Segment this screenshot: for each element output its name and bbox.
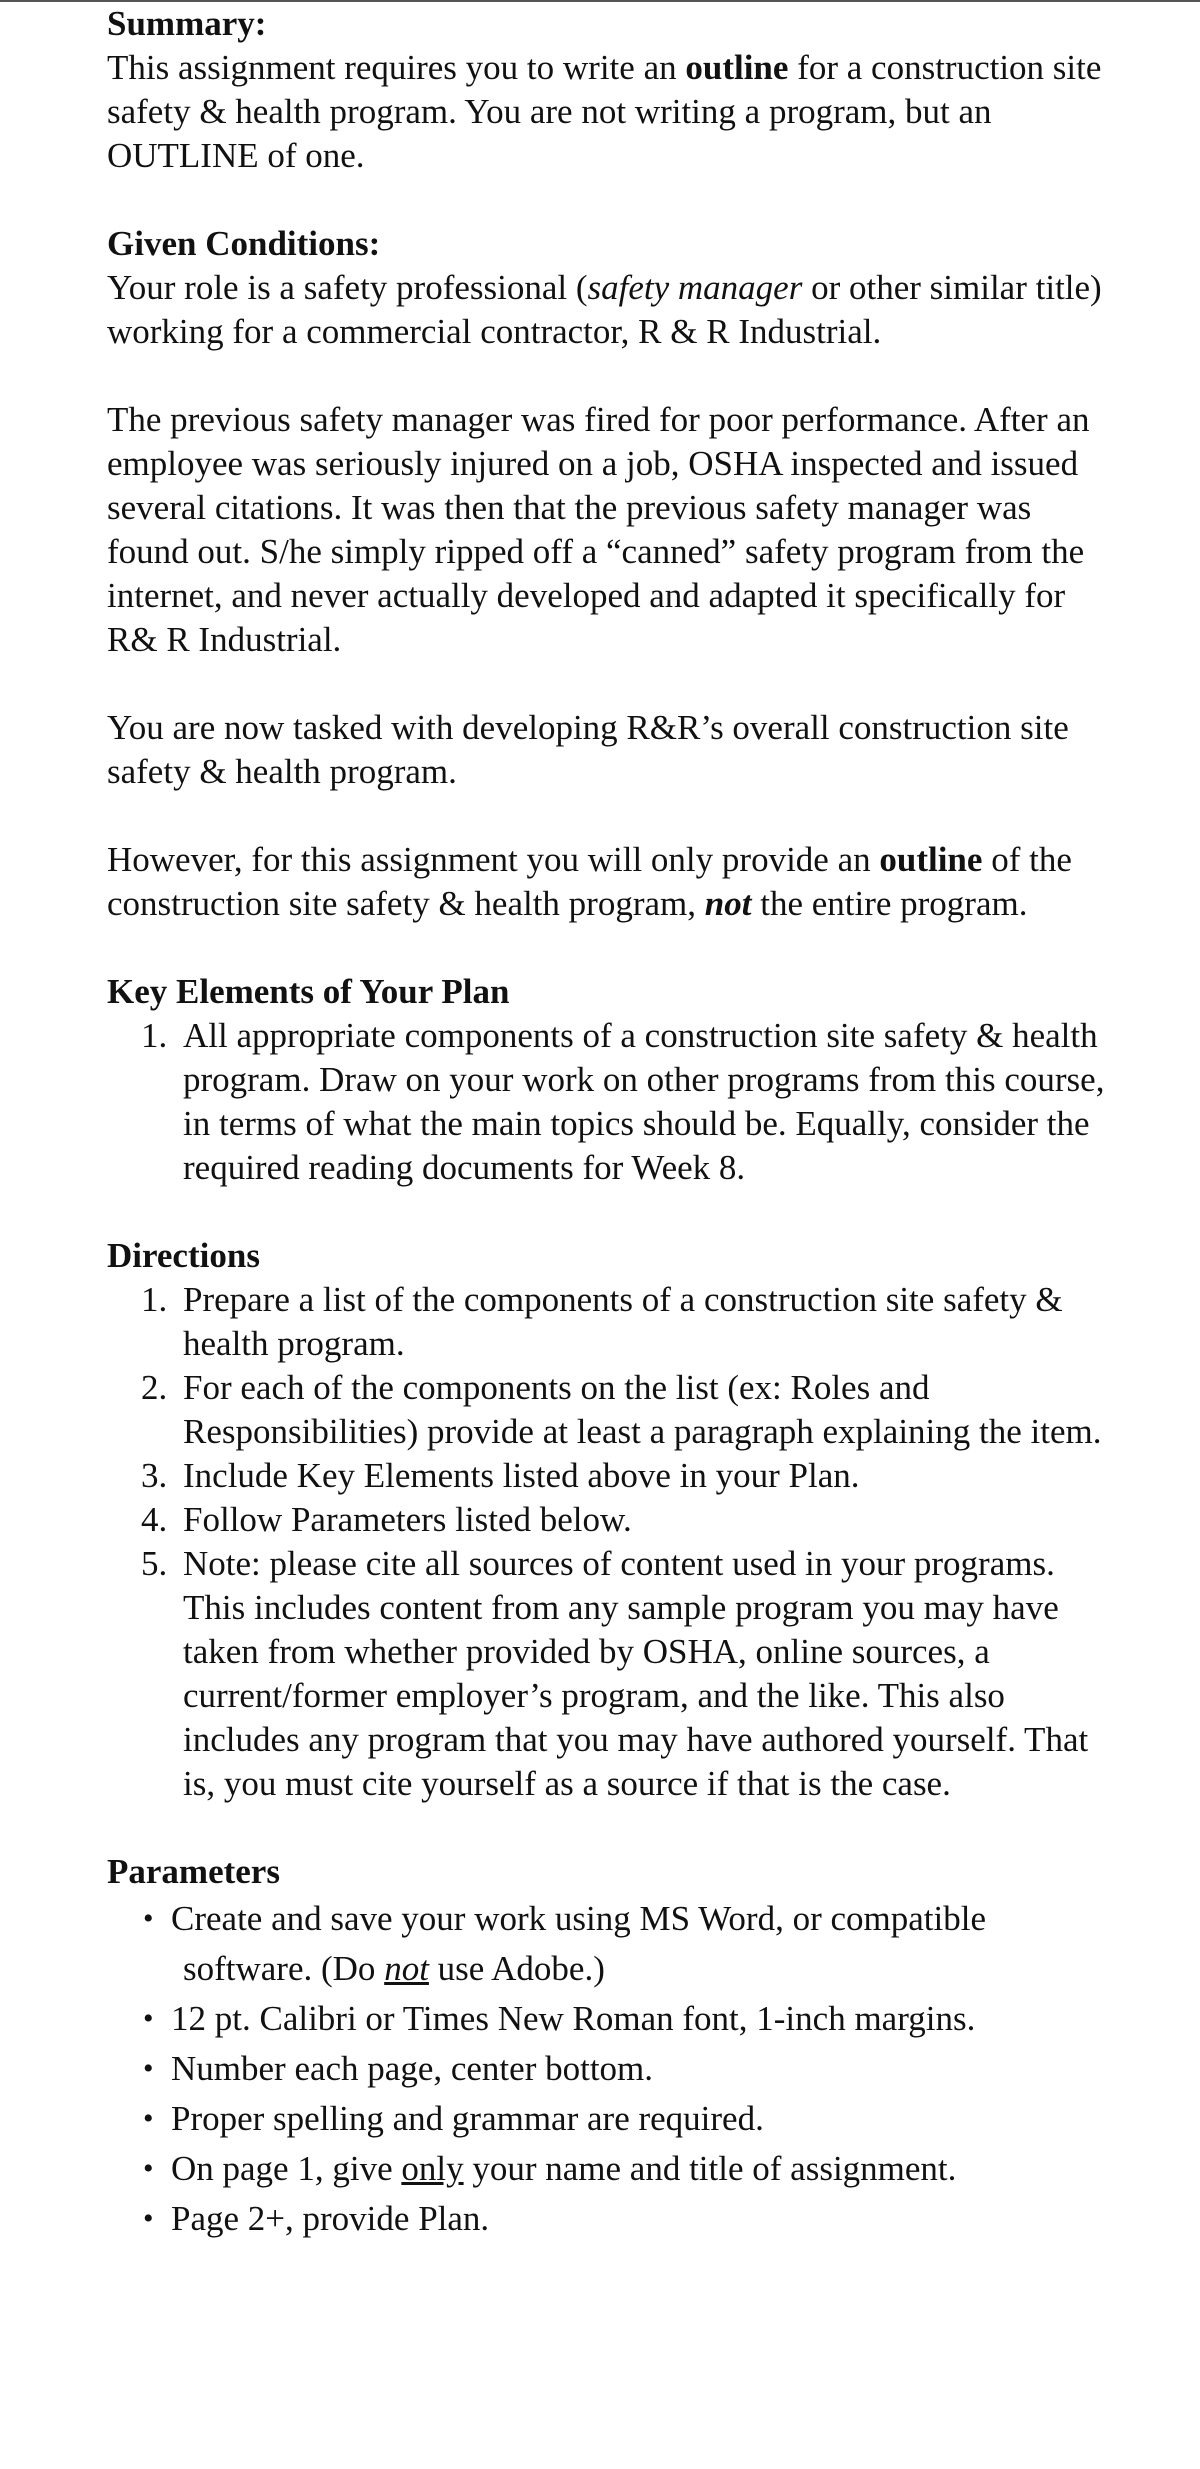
directions-list <box>107 1278 1107 1806</box>
list-item-continuation <box>171 1944 1107 1994</box>
spacer <box>107 178 1107 222</box>
summary-text-part: for a construction site safety & health program. You are not writing a program, but an OUTLINE of one. <box>107 48 1102 175</box>
list-item-text: Proper spelling and grammar are required. <box>171 2099 764 2138</box>
spacer <box>107 662 1107 706</box>
summary-text-bold: outline <box>685 48 789 87</box>
list-item-number: 1. <box>141 1280 168 1319</box>
spacer <box>107 354 1107 398</box>
list-item <box>107 2144 1107 2194</box>
list-item-text: For each of the components on the list (ex: Roles and Responsibilities) provide at least a paragraph explaining the item. <box>183 1368 1102 1451</box>
list-item-text: Include Key Elements listed above in your Plan. <box>183 1456 860 1495</box>
list-item <box>107 1498 1107 1542</box>
spacer <box>107 794 1107 838</box>
outline-only-paragraph <box>107 838 1107 926</box>
task-paragraph: You are now tasked with developing R&R’s overall construction site safety & health program. <box>107 708 1069 791</box>
given-conditions-section <box>107 222 1107 926</box>
bullet-icon: • <box>143 1902 154 1935</box>
list-item-number: 1. <box>141 1016 168 1055</box>
list-item-text: 12 pt. Calibri or Times New Roman font, 1-inch margins. <box>171 1999 976 2038</box>
summary-text <box>107 46 1107 178</box>
list-item-number: 2. <box>141 1368 168 1407</box>
directions-heading: Directions <box>107 1236 260 1275</box>
list-item-text: Page 2+, provide Plan. <box>171 2199 490 2238</box>
spacer <box>107 1190 1107 1234</box>
list-item-text: Prepare a list of the components of a construction site safety & health program. <box>183 1280 1063 1363</box>
given-conditions-heading: Given Conditions: <box>107 224 381 263</box>
previous-manager-paragraph: The previous safety manager was fired for poor performance. After an employee was seriously injured on a job, OSHA inspected and issued several citations. It was then that the previous safety manager was found out. S/he simply ripped off a “canned” safety program from the internet, and never actually developed and adapted it specifically for R& R Industrial. <box>107 400 1090 659</box>
list-item-text: Note: please cite all sources of content used in your programs. This includes content from any sample program you may have taken from whether provided by OSHA, online sources, a current/former employer’s program, and the like. This also includes any program that you may have authored yourself. That is, you must cite yourself as a source if that is the case. <box>183 1544 1089 1803</box>
list-item <box>107 1454 1107 1498</box>
spacer <box>107 926 1107 970</box>
summary-heading: Summary: <box>107 4 267 43</box>
document-body <box>107 2 1107 2244</box>
key-elements-list <box>107 1014 1107 1190</box>
list-item-text: Follow Parameters listed below. <box>183 1500 632 1539</box>
summary-text-part: This assignment requires you to write an <box>107 48 686 87</box>
bullet-icon: • <box>143 2002 154 2035</box>
list-item-text-part: use Adobe.) <box>428 1949 605 1988</box>
list-item-text-emphasis: not <box>384 1949 429 1988</box>
outline-text-bold: outline <box>879 840 983 879</box>
list-item <box>107 1994 1107 2044</box>
role-text-italic: safety manager <box>587 268 803 307</box>
list-item <box>107 1542 1107 1806</box>
spacer <box>107 1806 1107 1850</box>
list-item-text: Number each page, center bottom. <box>171 2049 654 2088</box>
list-item <box>107 1894 1107 1994</box>
list-item-text <box>171 2149 956 2188</box>
list-item <box>107 1278 1107 1366</box>
bullet-icon: • <box>143 2152 154 2185</box>
role-paragraph <box>107 266 1107 354</box>
list-item <box>107 1014 1107 1190</box>
list-item-text: All appropriate components of a construction site safety & health program. Draw on your work on other programs from this course, in terms of what the main topics should be. Equally, consider the required reading documents for Week 8. <box>183 1016 1105 1187</box>
bullet-icon: • <box>143 2052 154 2085</box>
role-text-part: or other similar title) working for a commercial contractor, R & R Industrial. <box>107 268 1102 351</box>
key-elements-section <box>107 970 1107 1190</box>
list-item <box>107 2194 1107 2244</box>
list-item-text-part: On page 1, give <box>171 2149 402 2188</box>
list-item-number: 5. <box>141 1544 168 1583</box>
role-text-part: Your role is a safety professional ( <box>107 268 588 307</box>
parameters-section <box>107 1850 1107 2244</box>
bullet-icon: • <box>143 2202 154 2235</box>
parameters-heading: Parameters <box>107 1852 280 1891</box>
list-item <box>107 2094 1107 2144</box>
list-item <box>107 1366 1107 1454</box>
key-elements-heading: Key Elements of Your Plan <box>107 972 510 1011</box>
list-item-text-part: your name and title of assignment. <box>463 2149 957 2188</box>
parameters-list <box>107 1894 1107 2244</box>
list-item-text-underline: only <box>401 2149 464 2188</box>
outline-text-part: the entire program. <box>751 884 1028 923</box>
list-item-text-part: software. (Do <box>183 1949 385 1988</box>
outline-text-bold-italic: not <box>704 884 752 923</box>
outline-text-part: However, for this assignment you will only provide an <box>107 840 880 879</box>
list-item-number: 3. <box>141 1456 168 1495</box>
bullet-icon: • <box>143 2102 154 2135</box>
summary-section <box>107 2 1107 178</box>
list-item-number: 4. <box>141 1500 168 1539</box>
list-item <box>107 2044 1107 2094</box>
list-item-text: Create and save your work using MS Word, or compatible <box>171 1899 986 1938</box>
outline-text-part: of the construction site safety & health program, <box>107 840 1072 923</box>
directions-section <box>107 1234 1107 1806</box>
